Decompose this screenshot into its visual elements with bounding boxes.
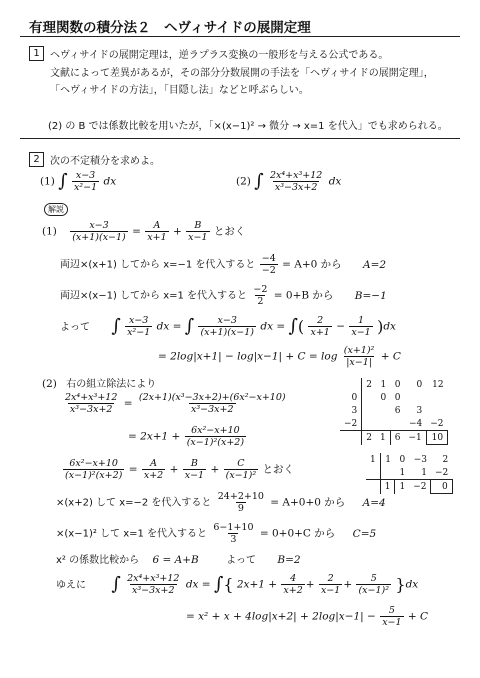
numerator: 6x²−x+10: [69, 458, 118, 469]
equals: =: [132, 225, 141, 238]
sol2-eq-6: [56, 551, 301, 566]
sol2-eq-5: [56, 522, 376, 545]
denominator: x+2: [283, 585, 303, 596]
dx-eq: dx =: [185, 578, 211, 591]
step-rest: = 0+0+C から: [259, 527, 336, 540]
fraction: [308, 315, 331, 338]
synthetic-cell: 3: [351, 405, 358, 416]
problem-1-label: (1): [40, 175, 55, 188]
numerator: x−3: [75, 170, 96, 181]
fraction: [142, 458, 165, 481]
dx: dx: [103, 175, 117, 188]
constant: + C: [407, 610, 429, 623]
denominator: (x−1)²: [225, 470, 257, 481]
numerator: 4: [290, 573, 297, 584]
synthetic-division-2: [366, 453, 453, 494]
denominator: x−1: [188, 232, 208, 243]
sol2-eq-8: [186, 605, 428, 628]
synthetic-cell: [366, 480, 380, 494]
yotte-text: よって: [60, 321, 90, 333]
numerator: A: [153, 220, 161, 231]
synthetic-row: [340, 417, 448, 431]
problem-2-fraction: [268, 170, 324, 193]
denominator: x³−3x+2: [132, 585, 175, 596]
section-2-number: 2: [29, 152, 44, 167]
synthetic-cell: −3: [413, 454, 427, 465]
denominator: x³−3x+2: [274, 182, 318, 193]
synthetic-row: [340, 404, 448, 417]
result-a: A=2: [363, 258, 387, 271]
integral-sign: ∫: [58, 170, 68, 192]
sol2-eq-4: [56, 491, 386, 514]
denominator: x−1: [320, 585, 341, 596]
synthetic-cell: −1: [404, 431, 426, 445]
denominator: (x+1)(x−1): [72, 232, 126, 243]
synthetic-table-1: [340, 378, 448, 445]
s1-line-3: 「ヘヴィサイドの方法」，「目隠し法」などと呼ぶらしい。: [50, 85, 309, 96]
synthetic-cell: −2: [430, 418, 444, 429]
step-fraction: [260, 253, 278, 276]
synthetic-cell: 1: [370, 454, 376, 465]
problem-2-label: (2): [236, 175, 251, 188]
denominator: x+2: [143, 470, 164, 481]
dx-eq: dx =: [260, 320, 286, 333]
synthetic-cell: [366, 466, 380, 480]
dx: dx: [328, 175, 342, 188]
numerator: −4: [261, 253, 276, 264]
synthetic-cell: 0: [431, 480, 452, 494]
synthetic-cell: [426, 404, 447, 417]
sol2-label: (2): [42, 378, 57, 390]
synthetic-cell: 6: [390, 431, 404, 445]
denominator: x²−1: [127, 327, 151, 338]
yueni-text: ゆえに: [56, 579, 86, 591]
synthetic-cell: 1: [399, 467, 406, 478]
fraction: [185, 425, 246, 448]
result-a: A=4: [362, 496, 386, 509]
numerator: C: [237, 458, 245, 469]
denominator: |x−1|: [346, 357, 372, 368]
problem-1-fraction: [72, 170, 99, 193]
step-text: 両辺×(x+1) してから x=−1 を代入すると: [60, 259, 256, 271]
numerator: 6−1+10: [213, 522, 254, 533]
plus: +: [210, 463, 220, 476]
fraction: [137, 392, 288, 415]
minus: −: [336, 320, 345, 333]
synthetic-cell: 0: [399, 454, 406, 465]
numerator: (x+1)²: [343, 345, 375, 356]
numerator: x−3: [89, 220, 109, 231]
denominator: 9: [237, 503, 244, 514]
denominator: (x−1)²(x+2): [186, 437, 245, 448]
numerator: x−3: [128, 315, 149, 326]
fraction: [380, 605, 403, 628]
fraction: [281, 573, 304, 596]
synthetic-cell: 1: [380, 480, 395, 494]
paren-close: }: [395, 575, 406, 594]
sol2-eq-2: [128, 425, 247, 448]
sol1-line-4: [60, 315, 396, 338]
denominator: 3: [230, 534, 237, 545]
synthetic-row: [340, 431, 448, 445]
coef-eq: 6 = A+B: [152, 554, 199, 566]
denominator: 2: [257, 296, 264, 307]
numerator: 5: [370, 573, 377, 584]
plus: +: [173, 225, 182, 238]
yotte-text: よって: [226, 555, 257, 566]
denominator: x−1: [382, 617, 402, 628]
synthetic-row: [340, 378, 448, 391]
sol1-line-2: [60, 253, 386, 276]
integral-sign: ∫: [254, 170, 264, 192]
numerator: 2x⁴+x³+12: [127, 573, 180, 584]
denominator: x+1: [147, 232, 167, 243]
fraction: [211, 522, 255, 545]
synthetic-row: [366, 480, 452, 494]
synthetic-cell: [376, 404, 390, 417]
fraction: [224, 458, 259, 481]
title-rule: [20, 36, 460, 37]
page-title: 有理関数の積分法２ ヘヴィサイドの展開定理: [29, 20, 311, 36]
numerator: 2: [317, 315, 324, 326]
synthetic-cell: [380, 466, 395, 480]
result-b: B=−1: [354, 289, 387, 302]
denominator: −2: [261, 265, 276, 276]
sol2-intro-text: 右の組立除法により: [66, 379, 157, 390]
dx: dx: [383, 320, 396, 333]
synthetic-cell: 1: [421, 467, 427, 478]
numerator: −2: [253, 284, 268, 295]
sol1-line-5: [158, 345, 401, 368]
step-text: x² の係数比較から: [56, 555, 140, 566]
fraction: [125, 315, 152, 338]
numerator: x−3: [217, 315, 237, 326]
section-1-number: 1: [29, 46, 44, 61]
fraction: [63, 392, 119, 415]
oku-text: とおく: [213, 225, 246, 238]
synthetic-cell: 0: [394, 392, 401, 403]
synthetic-cell: [362, 391, 376, 404]
synthetic-cell: 1: [376, 431, 390, 445]
synthetic-cell: 1: [395, 480, 409, 494]
step-text: ×(x−1)² して x=1 を代入すると: [56, 528, 208, 540]
dx-eq: dx =: [156, 320, 182, 333]
log-result: = 2log|x+1| − log|x−1| + C = log: [158, 350, 338, 363]
dx: dx: [405, 578, 419, 591]
synthetic-cell: 10: [426, 431, 447, 445]
numerator: B: [194, 220, 202, 231]
numerator: (2x+1)(x³−3x+2)+(6x²−x+10): [138, 392, 286, 403]
synthetic-cell: 1: [380, 379, 387, 390]
fraction: [216, 491, 266, 514]
synthetic-cell: [362, 417, 376, 431]
step-text: 両辺×(x−1) してから x=1 を代入すると: [60, 290, 248, 302]
result-c: C=5: [352, 527, 377, 540]
fraction: [183, 458, 206, 481]
denominator: x+1: [310, 327, 330, 338]
denominator: x²−1: [73, 182, 98, 193]
fraction: [319, 573, 342, 596]
denominator: x−1: [351, 327, 371, 338]
synthetic-cell: −2: [409, 480, 431, 494]
numerator: 2x⁴+x³+12: [269, 170, 323, 181]
synthetic-cell: [376, 417, 390, 431]
numerator: A: [150, 458, 157, 469]
integral-sign: ∫: [184, 315, 195, 337]
quotient: = 2x+1 +: [128, 430, 181, 443]
sol2-intro: [42, 375, 156, 390]
synthetic-cell: [340, 431, 362, 445]
section-rule: [20, 138, 460, 139]
numerator: 2x⁴+x³+12: [65, 392, 118, 403]
synthetic-cell: 2: [362, 378, 376, 391]
synthetic-cell: [340, 378, 362, 391]
integral-sign: ∫: [111, 315, 121, 337]
sol2-eq-3: [62, 458, 294, 481]
fraction: [349, 315, 372, 338]
synthetic-row: [340, 391, 448, 404]
sol1-label: (1): [42, 225, 57, 238]
equals: =: [128, 463, 138, 476]
denominator: (x−1)²(x+2): [65, 470, 123, 481]
fraction: [63, 458, 124, 481]
step-rest: = A+0+0 から: [270, 496, 346, 509]
integral-sign: ∫: [213, 573, 224, 595]
denominator: x³−3x+2: [69, 404, 113, 415]
fraction: [356, 573, 391, 596]
step-rest: = 0+B から: [273, 289, 334, 302]
step-rest: = A+0 から: [282, 258, 342, 271]
paren-close: ): [377, 317, 384, 336]
s1-line-2: 文献によって差異があるが，その部分分数展開の手法を「ヘヴィサイドの展開定理」，: [50, 68, 434, 79]
plus: +: [169, 463, 179, 476]
synthetic-cell: 3: [416, 405, 423, 416]
s1-line-4: (2) の B では係数比較を用いたが，「×(x−1)² → 微分 → x=1 を代入」でも求められる。: [48, 121, 448, 132]
denominator: x−1: [184, 470, 205, 481]
numerator: B: [190, 458, 198, 469]
partial-a: [145, 220, 168, 243]
problem-2: [236, 170, 341, 193]
denominator: x³−3x+2: [190, 404, 234, 415]
synthetic-cell: 0: [394, 379, 401, 390]
fraction: [342, 345, 377, 368]
final-result: = x² + x + 4log|x+2| + 2log|x−1| −: [186, 610, 376, 623]
sol1-line-1: [42, 220, 245, 243]
synthetic-cell: 0: [380, 392, 387, 403]
fraction: [198, 315, 256, 338]
synthetic-cell: 12: [432, 379, 444, 390]
synthetic-cell: 2: [442, 454, 449, 465]
synthetic-cell: [404, 391, 426, 404]
synthetic-cell: −4: [408, 418, 423, 429]
synthetic-table-2: [366, 453, 453, 494]
synthetic-row: [366, 466, 452, 480]
s1-line-1: ヘヴィサイドの展開定理は，逆ラプラス変換の一般形を与える公式である。: [50, 50, 389, 61]
synthetic-cell: [390, 417, 404, 431]
partial-b: [186, 220, 209, 243]
sol2-eq-7: ゆえに ∫ $\frac{\text{2x⁴+x³+12}}{\text{x³−3x+2}}$ dx = ∫{ 2x+1 + $\frac{4}{x+2}$ + $\frac{2}{x-1}$ + $\frac{5}{\text{(x−1)²}}$ }dx: [56, 573, 419, 596]
integral-sign: ∫: [288, 315, 298, 337]
numerator: 24+2+10: [217, 491, 264, 502]
synthetic-cell: 2: [362, 431, 376, 445]
constant: + C: [380, 350, 401, 363]
sol2-eq-1: [62, 392, 289, 415]
s2-intro: 次の不定積分を求めよ。: [50, 156, 160, 167]
explanation-badge: 解説: [44, 203, 68, 216]
synthetic-division-1: [340, 378, 448, 445]
synthetic-cell: 1: [380, 453, 395, 466]
sol1-fraction: [70, 220, 128, 243]
denominator: (x−1)²: [358, 585, 390, 596]
step-text: ×(x+2) して x=−2 を代入すると: [56, 497, 212, 509]
step-fraction: [251, 284, 269, 307]
paren-open: {: [223, 575, 234, 594]
problem-1: [40, 170, 116, 193]
paren-open: (: [297, 317, 305, 336]
result-b: B=2: [277, 554, 301, 566]
synthetic-cell: [426, 391, 447, 404]
synthetic-row: [366, 453, 452, 466]
synthetic-cell: 6: [394, 405, 401, 416]
numerator: 6x²−x+10: [191, 425, 240, 436]
synthetic-cell: −2: [344, 418, 358, 429]
synthetic-cell: −2: [434, 467, 449, 478]
numerator: 2: [327, 573, 334, 584]
numerator: 1: [358, 315, 365, 326]
fraction: [125, 573, 181, 596]
synthetic-cell: [362, 404, 376, 417]
integral-sign: ∫: [111, 573, 121, 595]
sol1-line-3: [60, 284, 387, 307]
synthetic-cell: 0: [416, 379, 423, 390]
denominator: (x+1)(x−1): [200, 327, 255, 338]
numerator: 5: [388, 605, 395, 616]
equals: =: [123, 397, 133, 410]
oku-text: とおく: [262, 463, 295, 476]
poly-part: 2x+1 +: [236, 578, 278, 591]
synthetic-cell: 0: [351, 392, 358, 403]
